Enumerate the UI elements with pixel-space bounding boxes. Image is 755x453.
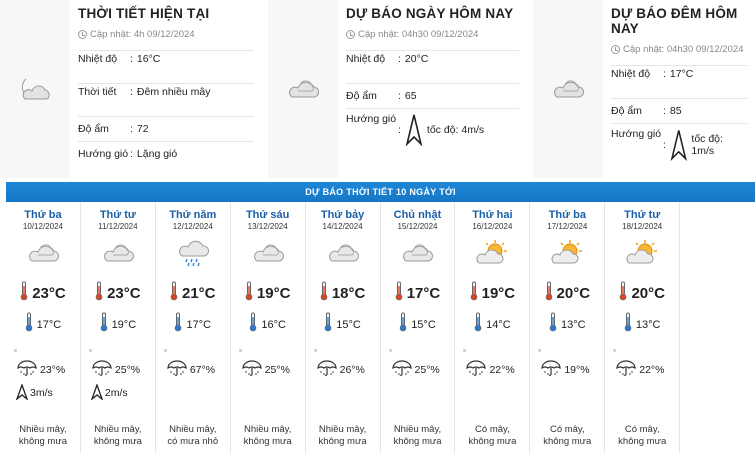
wind-speed: 2m/s: [104, 387, 128, 399]
clock-icon: [611, 45, 620, 54]
condition-value: Đêm nhiều mây: [136, 86, 211, 98]
wind-value: Lặng gió: [136, 148, 178, 160]
cloud-icon: [286, 77, 320, 101]
temperature-value: 17°C: [669, 68, 694, 80]
day-date: 16/12/2024: [472, 222, 513, 231]
rain-cloud-icon: [156, 239, 230, 269]
row-label: Độ ẩm: [611, 105, 642, 117]
forecast-day: [231, 202, 306, 453]
wind-speed-value: tốc độ: 4m/s: [426, 123, 485, 136]
min-temperature: 17°C: [186, 318, 212, 331]
day-date: 15/12/2024: [397, 222, 438, 231]
thermometer-cold-icon: [100, 312, 108, 337]
panel-title: DỰ BÁO NGÀY HÔM NAY: [346, 6, 514, 21]
rain-chance: 19°%: [564, 363, 590, 376]
thermometer-cold-icon: [399, 312, 407, 337]
forecast-day: [381, 202, 456, 453]
wind-arrow-icon: [16, 384, 28, 403]
divider-dot: [463, 349, 466, 352]
update-time: Cập nhật: 04h30 09/12/2024: [346, 29, 519, 40]
row-label: Độ ẩm: [78, 123, 109, 135]
sun-cloud-icon: [605, 239, 679, 269]
row-label: Độ ẩm: [346, 90, 377, 102]
update-time: Cập nhật: 04h30 09/12/2024: [611, 44, 747, 55]
ten-day-forecast-list: [6, 202, 755, 453]
min-temperature: 14°C: [486, 318, 511, 331]
thermometer-cold-icon: [249, 312, 257, 337]
cloud-icon: [6, 239, 80, 269]
min-temperature: 15°C: [411, 318, 436, 331]
max-temperature: 19°C: [481, 285, 516, 302]
thermometer-hot-icon: [395, 281, 403, 306]
clock-icon: [346, 30, 355, 39]
thermometer-hot-icon: [170, 281, 178, 306]
divider-dot: [239, 349, 242, 352]
rain-chance: 25°%: [264, 363, 290, 376]
day-name: Thứ ba: [24, 209, 62, 221]
today-forecast-panel: DỰ BÁO NGÀY HÔM NAY Cập nhật: 04h30 09/12/2024 Nhiệt độ : 20°C Độ ẩm : 65 Hướng gió : tốc độ: 4m/s: [268, 0, 527, 178]
rain-chance: 23°%: [40, 363, 66, 376]
weather-description: Nhiều mây, có mưa nhỏ: [167, 424, 219, 447]
umbrella-icon: [241, 360, 263, 379]
cloud-icon: [551, 77, 585, 101]
day-date: 17/12/2024: [547, 222, 588, 231]
day-date: 12/12/2024: [172, 222, 213, 231]
min-temperature: 13°C: [635, 318, 661, 331]
max-temperature: 17°C: [406, 285, 441, 302]
row-label: Hướng gió: [611, 128, 662, 140]
day-date: 13/12/2024: [247, 222, 288, 231]
forecast-day: [306, 202, 381, 453]
thermometer-hot-icon: [470, 281, 478, 306]
day-date: 14/12/2024: [322, 222, 363, 231]
thermometer-hot-icon: [20, 281, 28, 306]
tonight-forecast-panel: DỰ BÁO ĐÊM HÔM NAY Cập nhật: 04h30 09/12/2024 Nhiệt độ : 17°C Độ ẩm : 85 Hướng gió : tốc độ: 1m/s: [533, 0, 755, 178]
weather-description: Có mây, không mưa: [618, 424, 667, 447]
rain-chance: 26°%: [339, 363, 365, 376]
thermometer-hot-icon: [619, 281, 627, 306]
moon-cloud-icon: [16, 73, 54, 105]
min-temperature: 13°C: [561, 318, 586, 331]
rain-chance: 25°%: [114, 363, 141, 376]
umbrella-icon: [540, 360, 562, 379]
humidity-value: 85: [669, 105, 682, 117]
umbrella-icon: [316, 360, 338, 379]
forecast-day: [680, 202, 755, 453]
day-date: 18/12/2024: [622, 222, 663, 231]
humidity-value: 72: [136, 123, 149, 135]
thermometer-hot-icon: [95, 281, 103, 306]
forecast-day: [156, 202, 231, 453]
weather-description: Nhiều mây, không mưa: [18, 424, 67, 447]
row-label: Nhiệt độ: [611, 68, 651, 80]
wind-speed-value: tốc độ: 1m/s: [691, 132, 723, 157]
umbrella-icon: [391, 360, 413, 379]
day-name: Thứ sáu: [245, 209, 290, 221]
divider-dot: [389, 349, 392, 352]
temperature-value: 16°C: [136, 53, 161, 65]
day-name: Thứ hai: [472, 209, 513, 221]
day-name: Thứ năm: [169, 209, 217, 221]
day-name: Chủ nhật: [393, 209, 442, 221]
ten-day-forecast-header: DỰ BÁO THỜI TIẾT 10 NGÀY TỚI: [6, 182, 755, 202]
day-name: Thứ bảy: [320, 209, 365, 221]
row-label: Hướng gió: [346, 113, 397, 125]
panel-icon-area: [268, 0, 338, 178]
min-temperature: 15°C: [336, 318, 361, 331]
wind-arrow-icon: [91, 384, 103, 403]
weather-description: Nhiều mây, không mưa: [93, 424, 142, 447]
thermometer-cold-icon: [549, 312, 557, 337]
row-label: Hướng gió: [78, 148, 129, 160]
thermometer-hot-icon: [545, 281, 553, 306]
divider-dot: [89, 349, 92, 352]
cloud-icon: [81, 239, 155, 269]
cloud-icon: [306, 239, 380, 269]
update-time: Cập nhật: 4h 09/12/2024: [78, 29, 254, 40]
current-weather-panel: THỜI TIẾT HIỆN TẠI Cập nhật: 4h 09/12/2024 Nhiệt độ : 16°C Thời tiết : Đêm nhiều mây Độ ẩm : 72 Hướng gió : Lặng gió: [0, 0, 262, 178]
panel-title: DỰ BÁO ĐÊM HÔM NAY: [611, 6, 738, 36]
wind-direction-icon: [670, 129, 687, 161]
max-temperature: 18°C: [331, 285, 366, 302]
day-name: Thứ ba: [548, 209, 586, 221]
weather-description: Có mây, không mưa: [543, 424, 592, 447]
max-temperature: 21°C: [182, 285, 216, 302]
clock-icon: [78, 30, 87, 39]
sun-cloud-icon: [530, 239, 604, 269]
min-temperature: 19°C: [111, 318, 137, 331]
panel-icon-area: [0, 0, 70, 178]
divider-dot: [538, 349, 541, 352]
thermometer-cold-icon: [25, 312, 33, 337]
day-name: Thứ tư: [624, 209, 661, 221]
rain-chance: 22°%: [489, 363, 515, 376]
wind-direction-icon: [405, 114, 423, 146]
umbrella-icon: [465, 360, 487, 379]
forecast-day: [81, 202, 156, 453]
weather-description: Nhiều mây, không mưa: [243, 424, 292, 447]
thermometer-cold-icon: [174, 312, 182, 337]
day-name: Thứ tư: [99, 209, 136, 221]
panel-icon-area: [533, 0, 603, 178]
forecast-day: [6, 202, 81, 453]
row-label: Nhiệt độ: [346, 53, 386, 65]
thermometer-hot-icon: [320, 281, 328, 306]
umbrella-icon: [166, 360, 188, 379]
thermometer-cold-icon: [474, 312, 482, 337]
weather-description: Nhiều mây, không mưa: [393, 424, 442, 447]
min-temperature: 16°C: [261, 318, 286, 331]
row-label: Thời tiết: [78, 86, 117, 98]
weather-description: Có mây, không mưa: [468, 424, 517, 447]
wind-speed: 3m/s: [30, 387, 53, 399]
umbrella-icon: [615, 360, 637, 379]
rain-chance: 25°%: [414, 363, 440, 376]
cloud-icon: [231, 239, 305, 269]
umbrella-icon: [16, 360, 38, 379]
day-date: 10/12/2024: [22, 222, 63, 231]
min-temperature: 17°C: [36, 318, 62, 331]
thermometer-cold-icon: [624, 312, 632, 337]
umbrella-icon: [91, 360, 113, 379]
max-temperature: 19°C: [256, 285, 291, 302]
forecast-day: [605, 202, 680, 453]
max-temperature: 20°C: [631, 285, 665, 302]
row-label: Nhiệt độ: [78, 53, 118, 65]
divider-dot: [14, 349, 17, 352]
rain-chance: 22°%: [639, 363, 665, 376]
forecast-day: [455, 202, 530, 453]
temperature-value: 20°C: [404, 53, 429, 65]
weather-description: Nhiều mây, không mưa: [318, 424, 367, 447]
divider-dot: [164, 349, 167, 352]
sun-cloud-icon: [455, 239, 529, 269]
cloud-icon: [381, 239, 455, 269]
rain-chance: 67°%: [189, 363, 216, 376]
forecast-day: [530, 202, 605, 453]
divider-dot: [613, 349, 616, 352]
max-temperature: 23°C: [107, 285, 141, 302]
panel-title: THỜI TIẾT HIỆN TẠI: [78, 6, 210, 21]
thermometer-cold-icon: [324, 312, 332, 337]
day-date: 11/12/2024: [98, 222, 138, 231]
humidity-value: 65: [404, 90, 417, 102]
max-temperature: 20°C: [556, 285, 591, 302]
divider-dot: [314, 349, 317, 352]
max-temperature: 23°C: [32, 285, 66, 302]
thermometer-hot-icon: [245, 281, 253, 306]
